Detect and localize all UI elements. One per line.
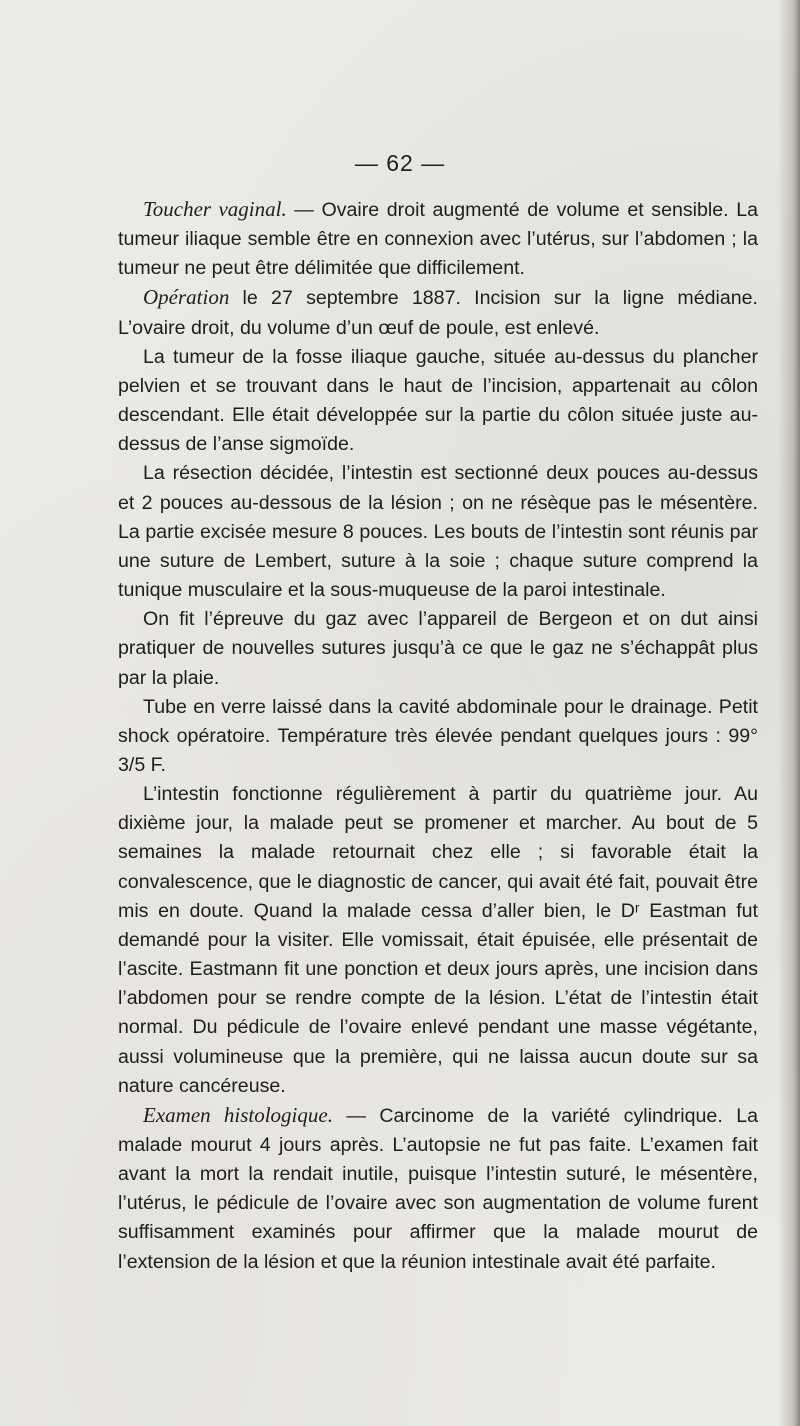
- paragraph-tube-verre: [118, 693, 758, 780]
- paragraph-operation: [118, 283, 758, 342]
- paragraph-text: Tube en verre laissé dans la cavité abdominale pour le drainage. Petit shock opératoire. Température très élevée pendant quelques jours : 99° 3/5 F.: [118, 695, 758, 776]
- paragraph-epreuve-gaz: [118, 605, 758, 692]
- paragraph-text: — Ovaire droit augmenté de volume et sensible. La tumeur iliaque semble être en connexion avec l’utérus, sur l’abdomen ; la tumeur ne peut être délimitée que difficilement.: [118, 199, 758, 280]
- paragraph-examen-histologique: [118, 1101, 758, 1277]
- paragraph-lead-italic: Opération: [143, 285, 230, 310]
- paragraph-toucher-vaginal: [118, 195, 758, 283]
- paragraph-text: — Carcinome de la variété cylindrique. La malade mourut 4 jours après. L’autopsie ne fut pas faite. L’examen fait avant la mort la rendait inutile, puisque l’intestin suturé, le mésentère, l’utérus, le pédicule de l’ovaire avec son augmentation de volume furent suffisamment examinés pour affirmer que la malade mourut de l’extension de la lésion et que la réunion intestinale avait été parfaite.: [118, 1104, 758, 1273]
- paragraph-tumeur: [118, 343, 758, 460]
- paragraph-resection: [118, 459, 758, 605]
- paragraph-lead-italic: Toucher vaginal.: [143, 197, 287, 221]
- paragraph-text: On fit l’épreuve du gaz avec l’appareil de Bergeon et on dut ainsi pratiquer de nouvelles sutures jusqu’à ce que le gaz ne s’échappât plus par la plaie.: [118, 608, 758, 689]
- page-number: — 62 —: [354, 150, 446, 176]
- paragraph-text: le 27 septembre 1887. Incision sur la ligne médiane. L’ovaire droit, du volume d’un œuf de poule, est enlevé.: [118, 287, 758, 339]
- paragraph-text: La résection décidée, l’intestin est sectionné deux pouces au-dessus et 2 pouces au-dessous de la lésion ; on ne résèque pas le mésentère. La partie excisée mesure 8 pouces. Les bouts de l’intestin sont réunis par une suture de Lembert, suture à la soie ; chaque suture comprend la tunique musculaire et la sous-muqueuse de la paroi intestinale.: [118, 462, 758, 602]
- paragraph-intestin-fonctionne: [118, 780, 758, 1101]
- body-text: [118, 195, 758, 1277]
- paragraph-lead-italic: Examen histologique.: [143, 1102, 333, 1127]
- paragraph-text: La tumeur de la fosse iliaque gauche, située au-dessus du plancher pelvien et se trouvant dans le haut de l’incision, appartenait au côlon descendant. Elle était développée sur la partie du côlon située juste au-dessus de l’anse sigmoïde.: [118, 345, 758, 456]
- page-edge-shadow: [778, 0, 800, 1426]
- paragraph-text: L’intestin fonctionne régulièrement à partir du quatrième jour. Au dixième jour, la malade peut se promener et marcher. Au bout de 5 semaines la malade retournait chez elle ; si favorable était la convalescence, que le diagnostic de cancer, qui avait été fait, pouvait être mis en doute. Quand la malade cessa d’aller bien, le Dʳ Eastman fut demandé pour la visiter. Elle vomissait, était épuisée, elle présentait de l’ascite. Eastmann fit une ponction et deux jours après, une incision dans l’abdomen pour se rendre compte de la lésion. L’état de l’intestin était normal. Du pédicule de l’ovaire enlevé pendant une masse végétante, aussi volumineuse que la première, qui ne laissa aucun doute sur sa nature cancéreuse.: [118, 783, 758, 1097]
